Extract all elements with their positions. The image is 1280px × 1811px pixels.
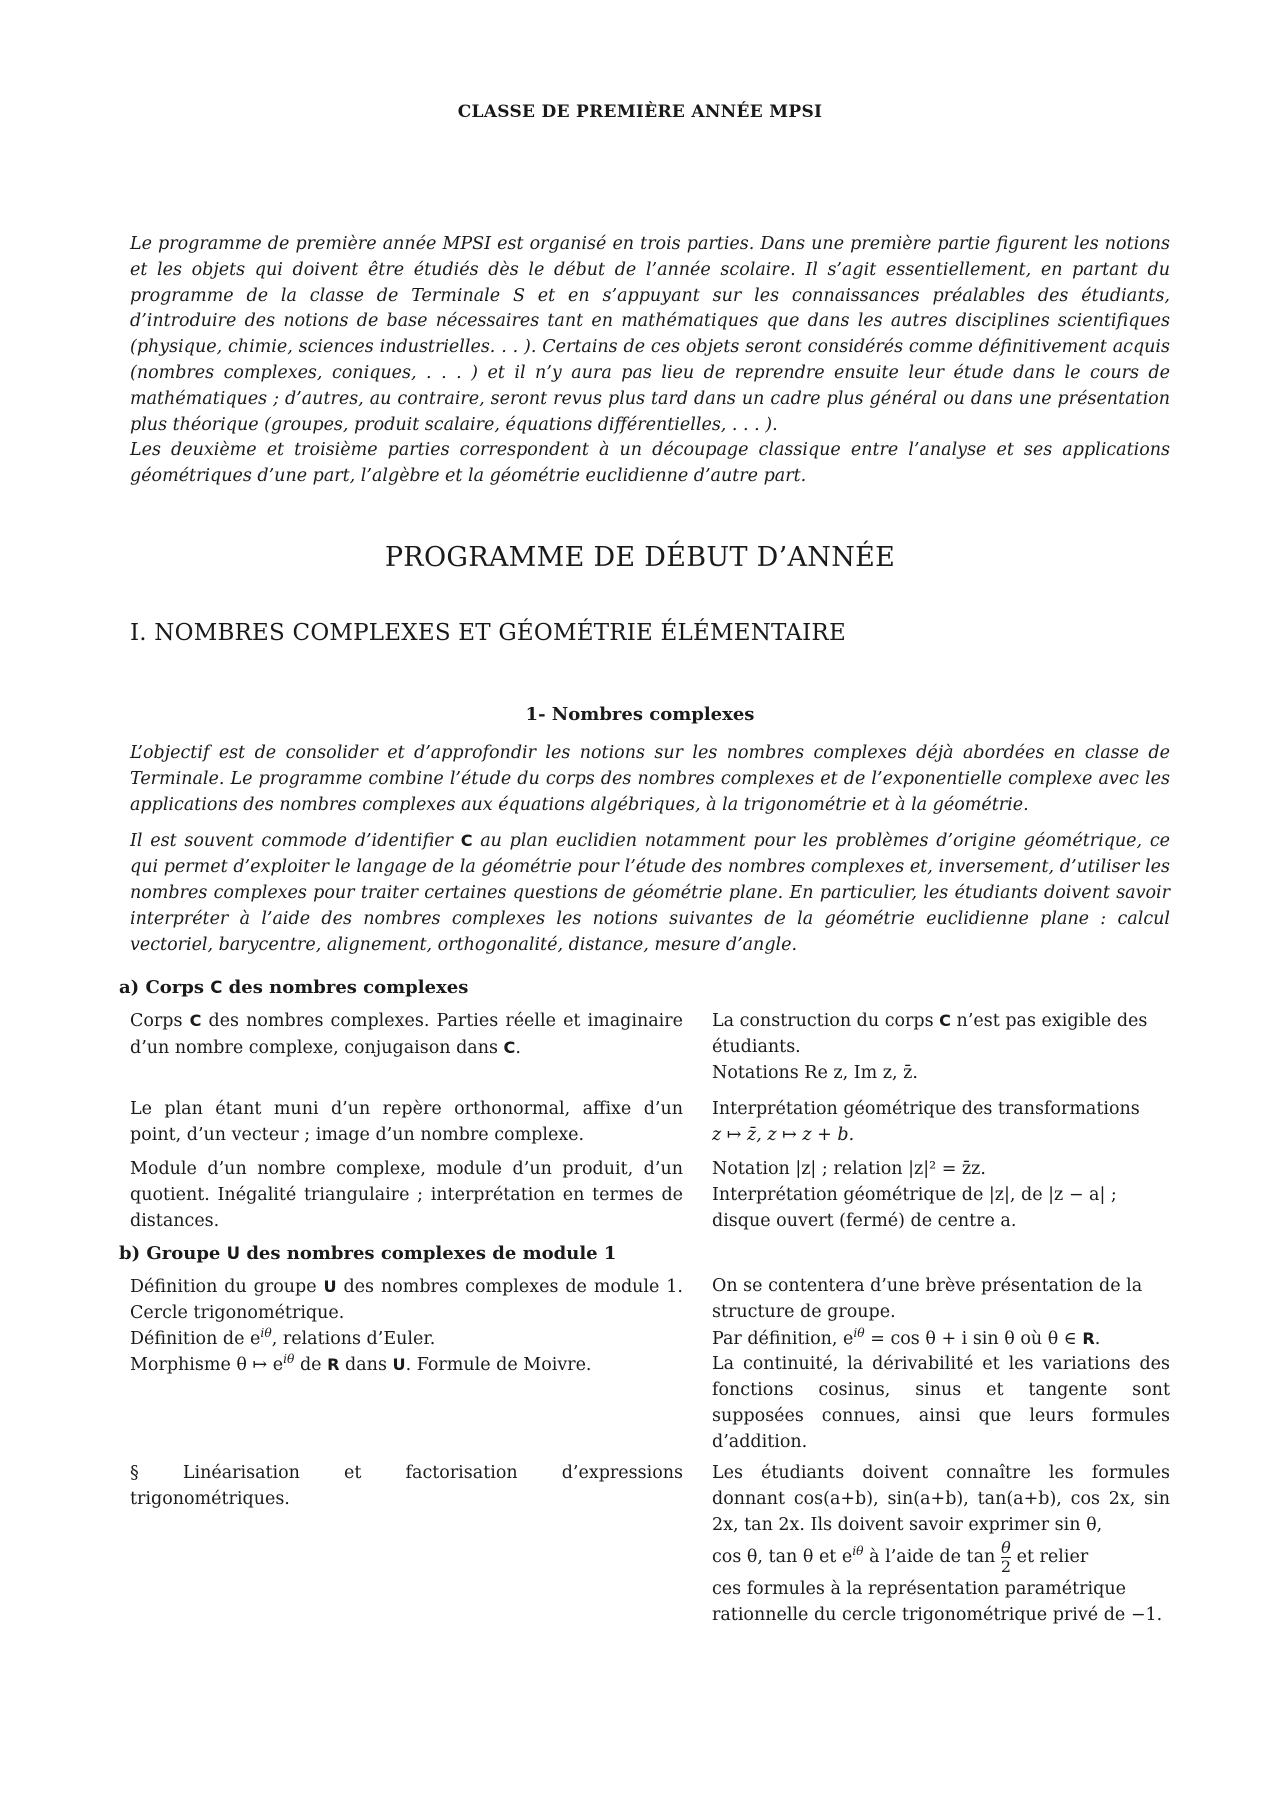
subsection-intro-paragraph-1: L’objectif est de consolider et d’approfondir les notions sur les nombres complexes déjà abordées en classe de Terminale. Le programme combine l’étude du corps des nombres complexes et de l’exponentielle complexe avec les applications des nombres complexes aux équations algébriques, à la trigonométrie et à la géométrie. (130, 743, 1170, 815)
intro-paragraph-1: Le programme de première année MPSI est organisé en trois parties. Dans une première partie figurent les notions et les objets qui doivent être étudiés dès le début de l’année scolaire. Il s’agit essentiellement, en partant du programme de la classe de Terminale S et en s’appuyant sur les connaissances préalables des étudiants, d’introduire des notions de base nécessaires tant en mathématiques que dans les autres disciplines scientifiques (physique, chimie, sciences industrielles. . . ). Certains de ces objets seront considérés comme définitivement acquis (nombres complexes, coniques, . . . ) et il n’y aura pas lieu de reprendre ensuite leur étude dans le cours de mathématiques ; d’autres, au contraire, seront revus plus tard dans un cadre plus général ou dans une présentation plus théorique (groupes, produit scalaire, équations différentielles, . . . ). (130, 234, 1170, 435)
table-cell-comment: On se contentera d’une brève présentation de la structure de groupe. Par définition, $e^{i\theta} = \cos \theta + i$ sin θ où θ ∈ R. La continuité, la dérivabilité et les variations des fonctions cosinus, sinus et tangente sont supposées connues, ainsi que leurs formules d’addition. (712, 1276, 1170, 1452)
table-cell-content: Module d’un nombre complexe, module d’un produit, d’un quotient. Inégalité triangulaire ; interprétation en termes de distances. (130, 1159, 683, 1231)
table-cell-comment: La construction du corps C n’est pas exigible des étudiants. Notations Re z, Im z, z̄. (712, 1011, 1148, 1083)
table-row (130, 1274, 1170, 1450)
table-row (130, 1097, 1170, 1149)
table-cell-content: Définition du groupe U des nombres complexes de module 1. Cercle trigonométrique. Définition de $e^{i\theta}$, relations d’Euler. Morphisme θ ↦ $e^{i\theta}$ de R dans U. Formule de Moivre. (130, 1277, 683, 1376)
main-title: PROGRAMME DE DÉBUT D’ANNÉE (384, 542, 896, 573)
subsection-title: 1- Nombres complexes (525, 704, 755, 725)
intro-paragraph-2: Les deuxième et troisième parties correspondent à un découpage classique entre l’analyse et ses applications géométriques d’une part, l’algèbre et la géométrie euclidienne d’autre part. (130, 440, 1170, 487)
table-row (130, 1157, 1170, 1235)
table-cell-comment: Notation |z| ; relation |z|² = z̄z. Interprétation géométrique de |z|, de |z − a| ; disque ouvert (fermé) de centre a. (712, 1159, 1117, 1231)
table-row (130, 1461, 1170, 1661)
complex-set-symbol: C (460, 831, 473, 851)
table-cell-content: Le plan étant muni d’un repère orthonormal, affixe d’un point, d’un vecteur ; image d’un nombre complexe. (130, 1099, 683, 1145)
running-title: CLASSE DE PREMIÈRE ANNÉE MPSI (457, 102, 823, 122)
group-a-heading: a) Corps C des nombres complexes (119, 977, 469, 998)
table-cell-comment: Les étudiants doivent connaître les formules donnant cos(a+b), sin(a+b), tan(a+b), cos 2x, sin 2x, tan 2x. Ils doivent savoir exprimer sin θ, cos θ, tan θ et $e^{i\theta}$ à l’aide de tan $\frac{\theta}{2}$ et relier ces formules à la représentation paramétrique rationnelle du cercle trigonométrique privé de −1. (712, 1463, 1170, 1626)
table-row (130, 1008, 1170, 1088)
section-title: I. NOMBRES COMPLEXES ET GÉOMÉTRIE ÉLÉMENTAIRE (130, 620, 846, 646)
table-cell-content: § Linéarisation et factorisation d’expressions trigonométriques. (130, 1463, 683, 1509)
table-cell-comment: Interprétation géométrique des transformations z ↦ z̄, z ↦ z + b. (712, 1099, 1140, 1145)
intro-text (130, 232, 1170, 490)
subsection-intro (130, 741, 1170, 968)
fraction-theta-over-2: $\frac{\theta}{2}$ (1000, 1538, 1012, 1577)
table-cell-content: Corps C des nombres complexes. Parties réelle et imaginaire d’un nombre complexe, conjugaison dans C. (130, 1011, 683, 1058)
group-b-heading: b) Groupe U des nombres complexes de module 1 (119, 1243, 617, 1264)
subsection-intro-paragraph-2: Il est souvent commode d’identifier C au plan euclidien notamment pour les problèmes d’origine géométrique, ce qui permet d’exploiter le langage de la géométrie pour l’étude des nombres complexes et, inversement, d’utiliser les nombres complexes pour traiter certaines questions de géométrie plane. En particulier, les étudiants doivent savoir interpréter à l’aide des nombres complexes les notions suivantes de la géométrie euclidienne plane : calcul vectoriel, barycentre, alignement, orthogonalité, distance, mesure d’angle. (130, 831, 1170, 955)
